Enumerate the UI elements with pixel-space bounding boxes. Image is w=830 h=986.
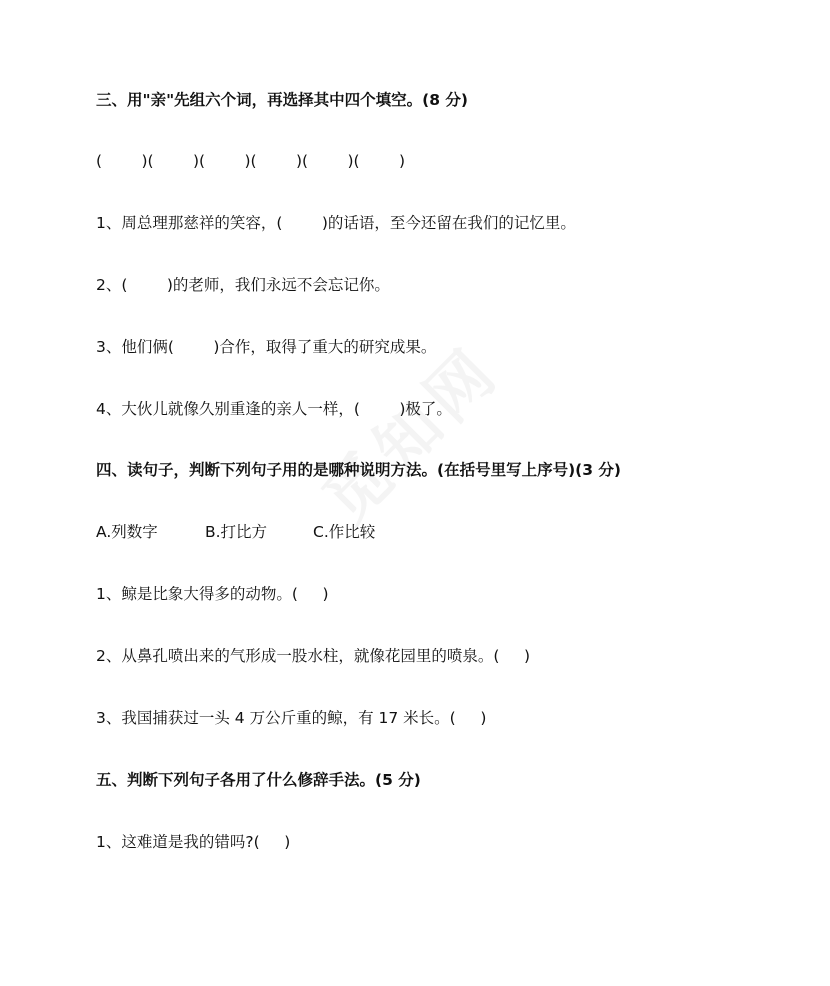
section5-question-1: 1、这难道是我的错吗?( ) (96, 833, 291, 851)
option-c: C.作比较 (313, 523, 376, 541)
section4-heading: 四、读句子，判断下列句子用的是哪种说明方法。(在括号里写上序号)(3 分) (96, 461, 622, 479)
section3-question-2: 2、( )的老师，我们永远不会忘记你。 (96, 276, 390, 294)
section5-heading: 五、判断下列句子各用了什么修辞手法。(5 分) (96, 771, 421, 789)
section3-question-3: 3、他们俩( )合作，取得了重大的研究成果。 (96, 338, 437, 356)
section3-question-4: 4、大伙儿就像久别重逢的亲人一样，( )极了。 (96, 400, 452, 418)
section3-heading: 三、用"亲"先组六个词，再选择其中四个填空。(8 分) (96, 91, 469, 109)
section4-question-1: 1、鲸是比象大得多的动物。( ) (96, 585, 329, 603)
section4-question-2: 2、从鼻孔喷出来的气形成一股水柱，就像花园里的喷泉。( ) (96, 647, 531, 665)
option-a: A.列数字 (96, 523, 158, 541)
section3-question-1: 1、周总理那慈祥的笑容，( )的话语，至今还留在我们的记忆里。 (96, 214, 576, 232)
option-b: B.打比方 (205, 523, 268, 541)
section3-blanks: ( )( )( )( )( )( ) (96, 152, 406, 170)
section4-question-3: 3、我国捕获过一头 4 万公斤重的鲸，有 17 米长。( ) (96, 709, 487, 727)
